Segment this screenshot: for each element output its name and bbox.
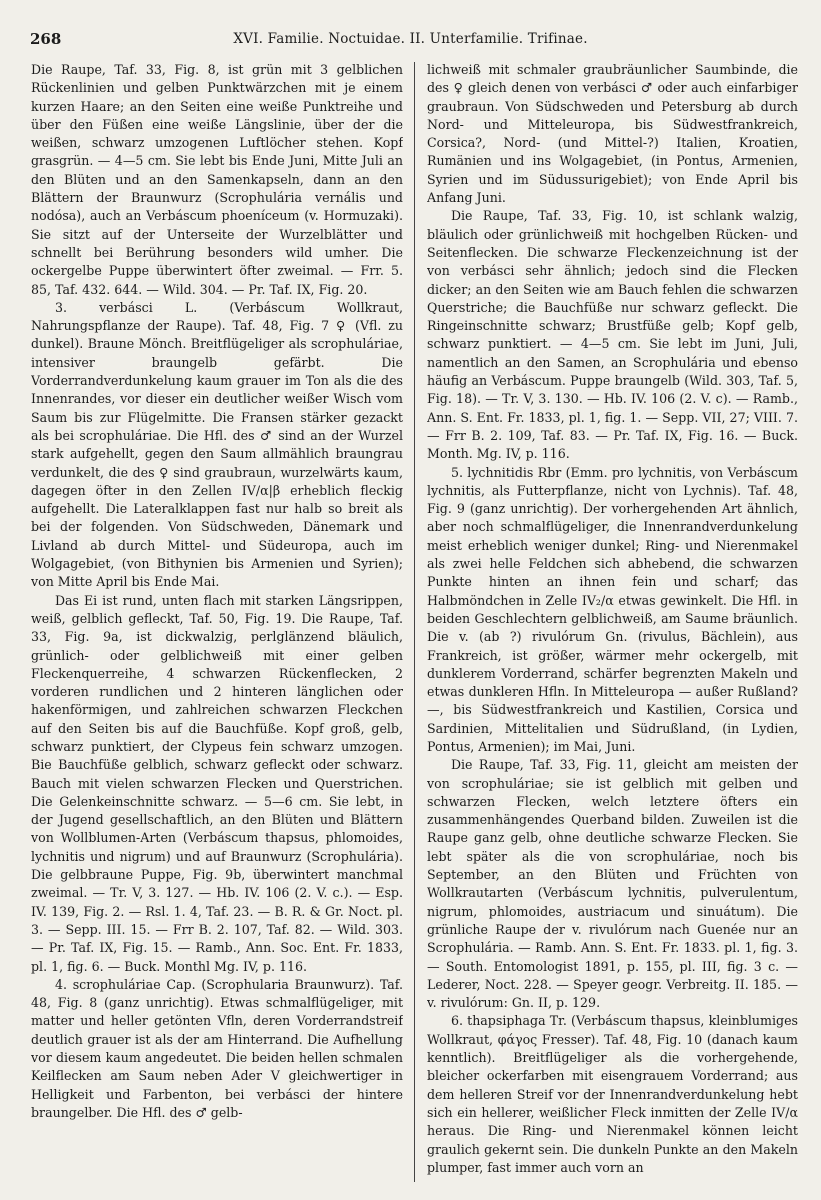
- page-header: [30, 30, 791, 52]
- paragraph-lychnitidis: 5. lychnitidis Rbr (Emm. pro lychnitis, von Verbáscum lychnitis, als Futterpflanze, nicht von Lychnis). Taf. 48, Fig. 9 (ganz unrichtig). Der vorhergehenden Art ähnlich, aber noch schmalflügeliger, die Innenrandverdunkelung meist erheblich weniger dunkel; Ring- und Nierenmakel als zwei helle Feldchen sich abhebend, die schwarzen Punkte hinten an ihnen fein und scharf; das Halbmöndchen in Zelle IV₂/α etwas gewinkelt. Die Hfl. in beiden Geschlechtern gelblichweiß, am Saume bräunlich. Die v. (ab ?) rivulórum Gn. (rivulus, Bächlein), aus Frankreich, ist größer, wärmer mehr ockergelb, mit dunklerem Vorderrand, schärfer begrenzten Makeln und etwas dunkleren Hfln. In Mitteleuropa — außer Rußland? —, bis Südwestfrankreich und Kastilien, Corsica und Sardinien, Mittelitalien und Südrußland, (in Lydien, Pontus, Armenien); im Mai, Juni.: [427, 464, 798, 754]
- paragraph-verbasci: 3. verbásci L. (Verbáscum Wollkraut, Nahrungspflanze der Raupe). Taf. 48, Fig. 7 ♀ (Vfl. zu dunkel). Braune Mönch. Breitflügeliger als scrophuláriae, intensiver braungelb gefärbt. Die Vorderrandverdunkelung kaum grauer im Ton als die des Innenrandes, vor dieser ein deutlicher weißer Wisch vom Saum bis zur Flügelmitte. Die Fransen stärker gezackt als bei scrophuláriae. Die Hfl. des ♂ sind an der Wurzel stark aufgehellt, gegen den Saum allmählich braungrau verdunkelt, die des ♀ sind graubraun, wurzelwärts kaum, dagegen öfter in den Zellen IV/α|β erheblich fleckig aufgehellt. Die Lateralklappen fast nur halb so breit als bei der folgenden. Von Südschweden, Dänemark und Livland ab durch Mittel- und Südeuropa, auch im Wolgagebiet, (von Bithynien bis Armenien und Syrien); von Mitte April bis Ende Mai.: [31, 299, 403, 590]
- paragraph-scrophulariae-continuation: lichweiß mit schmaler graubräunlicher Saumbinde, die des ♀ gleich denen von verbásci ♂ oder auch einfarbiger graubraun. Von Südschweden und Petersburg ab durch Nord- und Mitteleuropa, bis Südwestfrankreich, Corsica?, Nord- (und Mittel-?) Italien, Kroatien, Rumänien und ins Wolgagebiet, (in Pontus, Armenien, Syrien und im Südussurigebiet); von Ende April bis Anfang Juni.: [427, 62, 798, 206]
- column-divider: [414, 62, 415, 1182]
- paragraph-thapsiphaga: 6. thapsiphaga Tr. (Verbáscum thapsus, kleinblumiges Wollkraut, φάγος Fresser). Taf. 48, Fig. 10 (danach kaum kenntlich). Breitflügeliger als die vorhergehende, bleicher ockerfarben mit eisengrauem Vorderrand; aus dem helleren Streif vor der Innenrandverdunkelung hebt sich ein hellerer, weißlicher Fleck inmitten der Zelle IV/α heraus. Die Ring- und Nierenmakel können leicht graulich gekernt sein. Die dunkeln Punkte an den Makeln plumper, fast immer auch vorn an: [427, 1013, 798, 1175]
- paragraph-verbasci-egg-larva: Das Ei ist rund, unten flach mit starken Längsrippen, weiß, gelblich gefleckt, Taf. 50, Fig. 19. Die Raupe, Taf. 33, Fig. 9a, ist dickwalzig, perlglänzend bläulich, grünlich- oder gelblichweiß mit einer gelben Fleckenquerreihe, 4 schwarzen Rückenflecken, 2 vorderen rundlichen und 2 hinteren länglichen oder hakenförmigen, und zahlreichen schwarzen Fleckchen auf den Seiten bis auf die Bauchfüße. Kopf groß, gelb, schwarz punktiert, der Clypeus fein schwarz umzogen. Bie Bauchfüße gelblich, schwarz gefleckt oder schwarz. Bauch mit vielen schwarzen Flecken und Querstrichen. Die Gelenkeinschnitte schwarz. — 5—6 cm. Sie lebt, in der Jugend gesellschaftlich, an den Blüten und Blättern von Wollblumen-Arten (Verbáscum thapsus, phlomoides, lychnitis und nigrum) und auf Braunwurz (Scrophulária). Die gelbbraune Puppe, Fig. 9b, überwintert manchmal zweimal. — Tr. V, 3. 127. — Hb. IV. 106 (2. V. c.). — Esp. IV. 139, Fig. 2. — Rsl. 1. 4, Taf. 23. — B. R. & Gr. Noct. pl. 3. — Sepp. III. 15. — Frr B. 2. 107, Taf. 82. — Wild. 303. — Pr. Taf. IX, Fig. 15. — Ramb., Ann. Soc. Ent. Fr. 1833, pl. 1, fig. 6. — Buck. Monthl Mg. IV, p. 116.: [31, 592, 403, 974]
- paragraph-scrophulariae-larva: Die Raupe, Taf. 33, Fig. 10, ist schlank walzig, bläulich oder grünlichweiß mit hochgelben Rücken- und Seitenflecken. Die schwarze Fleckenzeichnung ist der von verbásci sehr ähnlich; jedoch sind die Flecken dicker; an den Seiten wie am Bauch fehlen die schwarzen Querstriche; die Bauchfüße nur schwarz gefleckt. Die Ringeinschnitte schwarz; Brustfüße gelb; Kopf gelb, schwarz punktiert. — 4—5 cm. Sie lebt im Juni, Juli, namentlich an den Samen, an Scrophulária und ebenso häufig an Verbáscum. Puppe braungelb (Wild. 303, Taf. 5, Fig. 18). — Tr. V, 3. 130. — Hb. IV. 106 (2. V. c). — Ramb., Ann. S. Ent. Fr. 1833, pl. 1, fig. 1. — Sepp. VII, 27; VIII. 7. — Frr B. 2. 109, Taf. 83. — Pr. Taf. IX, Fig. 16. — Buck. Month. Mg. IV, p. 116.: [427, 208, 798, 462]
- left-column: [31, 61, 403, 1186]
- right-column: [427, 61, 798, 1186]
- paragraph-lychnitidis-larva: Die Raupe, Taf. 33, Fig. 11, gleicht am meisten der von scrophuláriae; sie ist gelblich mit gelben und schwarzen Flecken, welch letztere öfters ein zusammenhängendes Querband bilden. Zuweilen ist die Raupe ganz gelb, ohne deutliche schwarze Flecken. Sie lebt später als die von scrophuláriae, noch bis September, an den Blüten und Früchten von Wollkrautarten (Verbáscum lychnitis, pulverulentum, nigrum, phlomoides, austriacum und sinuátum). Die grünliche Raupe der v. rivulórum nach Guenée nur an Scrophulária. — Ramb. Ann. S. Ent. Fr. 1833. pl. 1, fig. 3. — South. Entomologist 1891, p. 155, pl. III, fig. 3 c. — Lederer, Noct. 228. — Speyer geogr. Verbreitg. II. 185. — v. rivulórum: Gn. II, p. 129.: [427, 757, 798, 1011]
- paragraph-scrophulariae: 4. scrophuláriae Cap. (Scrophularia Braunwurz). Taf. 48, Fig. 8 (ganz unrichtig). Etwas schmalflügeliger, mit matter und heller getönten Vfln, deren Vorderrandstreif deutlich grauer ist als der am Hinterrand. Die Aufhellung vor diesem kaum angedeutet. Die beiden hellen schmalen Keilflecken am Saum neben Ader V gleichwertiger in Helligkeit und Farbenton, bei verbásci der hintere braungelber. Die Hfl. des ♂ gelb-: [31, 976, 403, 1120]
- paragraph-raupe-continuation: Die Raupe, Taf. 33, Fig. 8, ist grün mit 3 gelblichen Rückenlinien und gelben Punktwärzchen mit je einem kurzen Haare; an den Seiten eine weiße Punktreihe und über den Füßen eine weiße Längslinie, über der die weißen, schwarz umzogenen Luftlöcher stehen. Kopf grasgrün. — 4—5 cm. Sie lebt bis Ende Juni, Mitte Juli an den Blüten und an den Samenkapseln, dann an den Blättern der Braunwurz (Scrophulária vernális und nodósa), auch an Verbáscum phoeníceum (v. Hormuzaki). Sie sitzt auf der Unterseite der Wurzelblätter und schnellt bei Berührung besonders wild umher. Die ockergelbe Puppe überwintert öfter zweimal. — Frr. 5. 85, Taf. 432. 644. — Wild. 304. — Pr. Taf. IX, Fig. 20.: [31, 62, 403, 297]
- page-number: 268: [30, 30, 62, 48]
- running-head: XVI. Familie. Noctuidae. II. Unterfamilie. Trifinae.: [233, 31, 588, 47]
